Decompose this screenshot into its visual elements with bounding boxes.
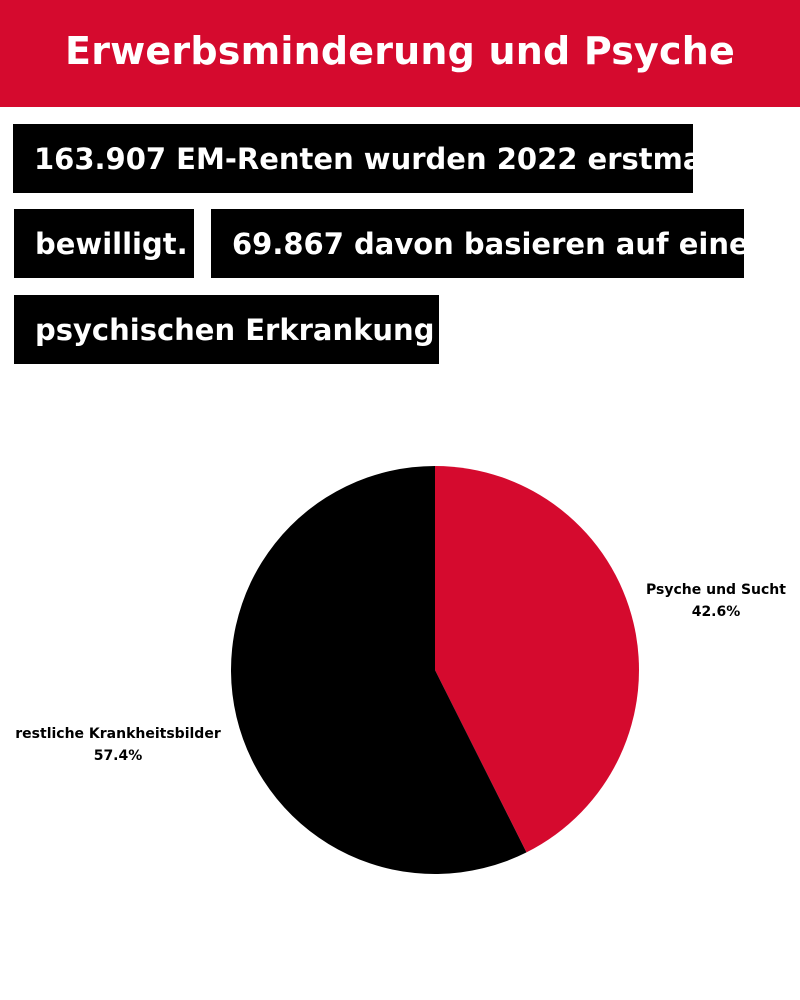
slice-label-0: Psyche und Sucht [646, 582, 786, 598]
headline-line-1: 163.907 EM-Renten wurden 2022 erstmals [13, 124, 693, 193]
headline-line-3: psychischen Erkrankung [14, 295, 439, 364]
slice-value-label-1: 57.4% [93, 748, 143, 764]
headline-line-2b: 69.867 davon basieren auf einer [211, 209, 744, 278]
page-title: Erwerbsminderung und Psyche [65, 28, 735, 73]
slice-value-label-0: 42.6% [691, 604, 741, 620]
headline-line-2a: bewilligt. [14, 209, 194, 278]
slice-label-1: restliche Krankheitsbilder [15, 726, 221, 742]
